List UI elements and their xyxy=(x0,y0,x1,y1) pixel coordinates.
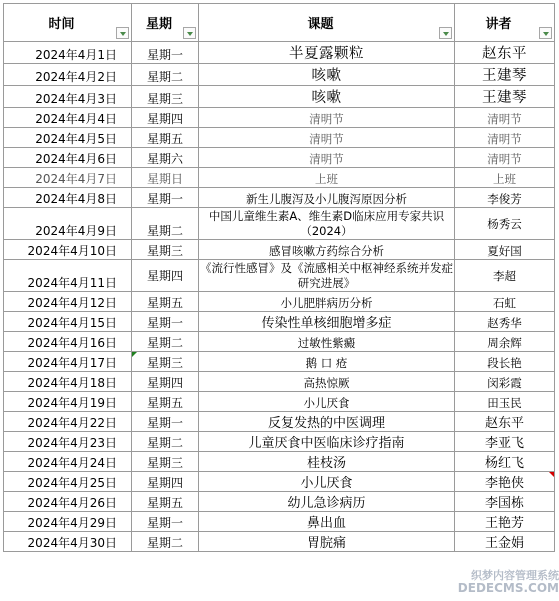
watermark-domain: DEDECMS.COM xyxy=(457,581,559,595)
cell-date[interactable]: 2024年4月3日 xyxy=(4,86,132,108)
table-row xyxy=(4,128,555,148)
cell-topic[interactable]: 半夏露颗粒 xyxy=(199,42,455,64)
cell-topic[interactable]: 小儿肥胖病历分析 xyxy=(199,292,455,312)
cell-teacher[interactable]: 周余辉 xyxy=(455,332,555,352)
header-date-label: 时间 xyxy=(48,17,75,32)
comment-marker-icon xyxy=(549,472,554,477)
cell-weekday[interactable]: 星期四 xyxy=(132,472,199,492)
table-row xyxy=(4,208,555,240)
table-row xyxy=(4,42,555,64)
cell-weekday[interactable]: 星期五 xyxy=(132,392,199,412)
cell-date[interactable]: 2024年4月29日 xyxy=(4,512,132,532)
cell-date[interactable]: 2024年4月23日 xyxy=(4,432,132,452)
cell-topic[interactable]: 传染性单核细胞增多症 xyxy=(199,312,455,332)
cell-topic[interactable]: 幼儿急诊病历 xyxy=(199,492,455,512)
cell-weekday[interactable]: 星期二 xyxy=(132,64,199,86)
cell-date[interactable]: 2024年4月22日 xyxy=(4,412,132,432)
table-row xyxy=(4,452,555,472)
cell-weekday[interactable]: 星期二 xyxy=(132,532,199,552)
cell-teacher[interactable]: 杨红飞 xyxy=(455,452,555,472)
cell-date[interactable]: 2024年4月6日 xyxy=(4,148,132,168)
cell-date[interactable]: 2024年4月11日 xyxy=(4,260,132,292)
table-row xyxy=(4,472,555,492)
table-row xyxy=(4,188,555,208)
cell-weekday[interactable]: 星期五 xyxy=(132,128,199,148)
comment-marker-icon xyxy=(132,352,137,357)
cell-topic[interactable]: 儿童厌食中医临床诊疗指南 xyxy=(199,432,455,452)
cell-teacher[interactable]: 王建琴 xyxy=(455,86,555,108)
cell-topic[interactable]: 上班 xyxy=(199,168,455,188)
cell-weekday[interactable]: 星期二 xyxy=(132,208,199,240)
cell-weekday[interactable]: 星期五 xyxy=(132,292,199,312)
cell-weekday[interactable]: 星期三 xyxy=(132,86,199,108)
cell-teacher[interactable]: 王金娟 xyxy=(455,532,555,552)
cell-date[interactable]: 2024年4月26日 xyxy=(4,492,132,512)
cell-teacher[interactable]: 清明节 xyxy=(455,148,555,168)
table-row xyxy=(4,412,555,432)
header-topic xyxy=(199,4,455,42)
table-row xyxy=(4,64,555,86)
cell-date[interactable]: 2024年4月7日 xyxy=(4,168,132,188)
cell-date[interactable]: 2024年4月16日 xyxy=(4,332,132,352)
header-weekday-label: 星期 xyxy=(145,17,172,32)
cell-teacher[interactable]: 王建琴 xyxy=(455,64,555,86)
cell-weekday[interactable]: 星期四 xyxy=(132,108,199,128)
cell-teacher[interactable]: 段长艳 xyxy=(455,352,555,372)
cell-weekday[interactable]: 星期一 xyxy=(132,412,199,432)
cell-teacher[interactable]: 赵东平 xyxy=(455,42,555,64)
cell-teacher[interactable]: 田玉民 xyxy=(455,392,555,412)
cell-teacher[interactable]: 闵彩霞 xyxy=(455,372,555,392)
header-teacher xyxy=(455,4,555,42)
table-row xyxy=(4,392,555,412)
cell-teacher-text: 李艳侠 xyxy=(484,476,524,491)
cell-teacher[interactable]: 李超 xyxy=(455,260,555,292)
filter-dropdown-icon[interactable] xyxy=(439,27,452,39)
cell-teacher[interactable]: 王艳芳 xyxy=(455,512,555,532)
cell-topic[interactable]: 反复发热的中医调理 xyxy=(199,412,455,432)
filter-dropdown-icon[interactable] xyxy=(183,27,196,39)
cell-date[interactable]: 2024年4月12日 xyxy=(4,292,132,312)
cell-teacher[interactable]: 赵东平 xyxy=(455,412,555,432)
cell-topic[interactable]: 咳嗽 xyxy=(199,86,455,108)
cell-weekday-text: 星期三 xyxy=(146,356,183,370)
cell-weekday[interactable]: 星期一 xyxy=(132,188,199,208)
cell-weekday[interactable]: 星期三 xyxy=(132,240,199,260)
table-row xyxy=(4,332,555,352)
cell-weekday[interactable]: 星期日 xyxy=(132,168,199,188)
cell-date[interactable]: 2024年4月8日 xyxy=(4,188,132,208)
cell-date[interactable]: 2024年4月1日 xyxy=(4,42,132,64)
table-row xyxy=(4,492,555,512)
cell-teacher[interactable]: 李俊芳 xyxy=(455,188,555,208)
header-weekday xyxy=(132,4,199,42)
cell-topic[interactable]: 桂枝汤 xyxy=(199,452,455,472)
header-teacher-label: 讲者 xyxy=(485,17,512,32)
table-row xyxy=(4,532,555,552)
schedule-table xyxy=(3,3,555,552)
cell-topic[interactable]: 胃脘痛 xyxy=(199,532,455,552)
cell-weekday[interactable]: 星期五 xyxy=(132,492,199,512)
cell-topic[interactable]: 清明节 xyxy=(199,108,455,128)
cell-topic[interactable]: 过敏性紫癜 xyxy=(199,332,455,352)
cell-date[interactable]: 2024年4月24日 xyxy=(4,452,132,472)
cell-topic[interactable]: 清明节 xyxy=(199,128,455,148)
header-topic-label: 课题 xyxy=(307,17,334,32)
cell-date[interactable]: 2024年4月5日 xyxy=(4,128,132,148)
table-row xyxy=(4,148,555,168)
cell-teacher[interactable]: 杨秀云 xyxy=(455,208,555,240)
cell-topic[interactable]: 新生儿腹泻及小儿腹泻原因分析 xyxy=(199,188,455,208)
cell-date[interactable]: 2024年4月9日 xyxy=(4,208,132,240)
cell-weekday[interactable]: 星期二 xyxy=(132,332,199,352)
cell-date[interactable]: 2024年4月2日 xyxy=(4,64,132,86)
table-row xyxy=(4,372,555,392)
spreadsheet xyxy=(3,3,554,552)
table-row xyxy=(4,168,555,188)
cell-teacher[interactable]: 夏好国 xyxy=(455,240,555,260)
cell-teacher[interactable]: 石虹 xyxy=(455,292,555,312)
cell-topic[interactable]: 《流行性感冒》及《流感相关中枢神经系统并发症研究进展》 xyxy=(200,261,453,290)
cell-topic[interactable]: 清明节 xyxy=(199,148,455,168)
table-row xyxy=(4,512,555,532)
cell-topic[interactable]: 鹅 口 疮 xyxy=(199,352,455,372)
filter-dropdown-icon[interactable] xyxy=(539,27,552,39)
cell-date[interactable]: 2024年4月18日 xyxy=(4,372,132,392)
table-row xyxy=(4,260,555,292)
cell-date[interactable]: 2024年4月19日 xyxy=(4,392,132,412)
cell-topic[interactable]: 高热惊厥 xyxy=(199,372,455,392)
cell-date[interactable]: 2024年4月4日 xyxy=(4,108,132,128)
table-row xyxy=(4,86,555,108)
cell-date[interactable]: 2024年4月10日 xyxy=(4,240,132,260)
cell-weekday[interactable]: 星期四 xyxy=(132,372,199,392)
cell-topic[interactable]: 咳嗽 xyxy=(199,64,455,86)
cell-weekday[interactable]: 星期二 xyxy=(132,432,199,452)
cell-weekday[interactable] xyxy=(132,352,199,372)
site-watermark xyxy=(451,569,559,601)
cell-topic[interactable]: 中国儿童维生素A、维生素D临床应用专家共识（2024） xyxy=(199,208,455,240)
header-date xyxy=(4,4,132,42)
table-row xyxy=(4,432,555,452)
header-row xyxy=(4,4,555,42)
table-row xyxy=(4,312,555,332)
cell-weekday[interactable]: 星期三 xyxy=(132,452,199,472)
cell-teacher[interactable]: 上班 xyxy=(455,168,555,188)
cell-weekday[interactable]: 星期一 xyxy=(132,312,199,332)
cell-teacher[interactable] xyxy=(455,472,555,492)
cell-date[interactable]: 2024年4月25日 xyxy=(4,472,132,492)
table-row xyxy=(4,292,555,312)
cell-topic[interactable]: 小儿厌食 xyxy=(199,472,455,492)
table-row xyxy=(4,108,555,128)
cell-teacher[interactable]: 清明节 xyxy=(455,108,555,128)
cell-topic[interactable]: 感冒咳嗽方药综合分析 xyxy=(199,240,455,260)
cell-weekday[interactable]: 星期六 xyxy=(132,148,199,168)
cell-teacher[interactable]: 赵秀华 xyxy=(455,312,555,332)
cell-teacher[interactable]: 李国栋 xyxy=(455,492,555,512)
watermark-text: 织梦内容管理系统 xyxy=(471,569,559,582)
cell-teacher[interactable]: 清明节 xyxy=(455,128,555,148)
cell-topic[interactable]: 小儿厌食 xyxy=(199,392,455,412)
table-row xyxy=(4,240,555,260)
filter-dropdown-icon[interactable] xyxy=(116,27,129,39)
cell-weekday[interactable]: 星期四 xyxy=(132,260,199,292)
cell-teacher[interactable]: 李亚飞 xyxy=(455,432,555,452)
table-row xyxy=(4,352,555,372)
cell-weekday[interactable]: 星期一 xyxy=(132,42,199,64)
cell-topic[interactable]: 鼻出血 xyxy=(199,512,455,532)
cell-weekday[interactable]: 星期一 xyxy=(132,512,199,532)
cell-date[interactable]: 2024年4月17日 xyxy=(4,352,132,372)
cell-date[interactable]: 2024年4月30日 xyxy=(4,532,132,552)
cell-date[interactable]: 2024年4月15日 xyxy=(4,312,132,332)
